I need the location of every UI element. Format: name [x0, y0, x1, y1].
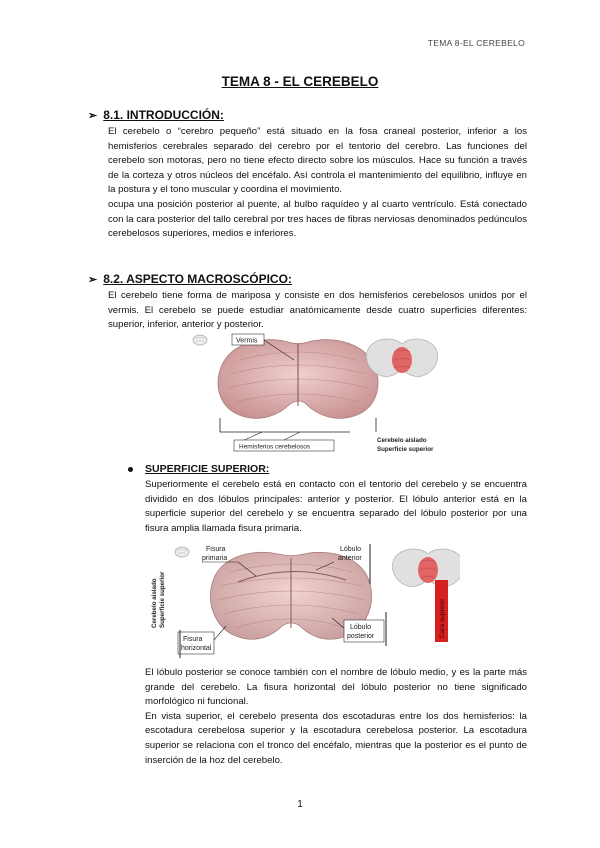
- paragraph: El cerebelo o “cerebro pequeño” está situado en la fosa craneal posterior, inferior a los hemisferios cerebrales separado del cerebro por el tentorio del cerebro. Las funciones del cerebelo son motoras, pero no tiene efecto directo sobre los músculos. Hace su función a través de la corteza y otros núcleos del encéfalo. Así controla el mantenimiento del equilibrio, influye en la postura y el tono muscular y coordina el movimiento.: [108, 126, 527, 196]
- bullet-dot-icon: [128, 467, 133, 472]
- arrow-bullet-icon: ➢: [88, 109, 98, 122]
- document-title: TEMA 8 - EL CEREBELO: [221, 74, 379, 89]
- closing-text: [145, 666, 527, 768]
- label-hemisferios: Hemisferios cerebelosos: [239, 443, 311, 451]
- section-heading-label: 8.1. INTRODUCCIÓN:: [103, 108, 224, 122]
- label-fisura-primaria-1: Fisura: [206, 546, 226, 553]
- paragraph: En vista superior, el cerebelo presenta dos escotaduras entre los dos hemisferios: la escotadura cerebelosa superior y la escotadura cerebelosa posterior. La escotadura superior se relaciona con el tronco del encéfalo, mientras que la posterior es el punto de inserción de la hoz del cerebelo.: [145, 710, 527, 766]
- label-fisura-primaria-2: primaria: [202, 555, 228, 562]
- label-fisura-horizontal-2: horizontal: [181, 645, 212, 652]
- introduccion-text: [108, 125, 527, 242]
- paragraph: El cerebelo tiene forma de mariposa y consiste en dos hemisferios cerebelosos unidos por el vermis. El cerebelo se puede estudiar anatómicamente desde cuatro superficies diferentes: superior, inferior, anterior y posterior.: [108, 290, 527, 331]
- caption-superficie-superior: Superficie superior: [377, 446, 434, 453]
- arrow-bullet-icon: ➢: [88, 273, 98, 286]
- label-lobulo-posterior-1: Lóbulo: [350, 624, 372, 631]
- brain-thumbnail-icon: [193, 335, 207, 345]
- thumbnail-top-view: [392, 549, 460, 587]
- label-fisura-horizontal-1: Fisura: [183, 636, 203, 643]
- paragraph: Superiormente el cerebelo está en contacto con el tentorio del cerebelo y se encuentra dividido en dos lóbulos principales: anterior y posterior. El lóbulo anterior está en la superficie superior del cerebelo y se encuentra separado del lóbulo posterior por una fisura amplia llamada fisura primaria.: [145, 479, 527, 534]
- label-vermis: Vermis: [236, 337, 258, 345]
- side-caption-superficie-superior: Superficie superior: [159, 571, 166, 628]
- section-heading-aspecto: [88, 272, 292, 286]
- section-heading-introduccion: [88, 108, 224, 122]
- figure-lobulos-cerebelo: [150, 540, 460, 662]
- label-lobulo-anterior-1: Lóbulo: [340, 546, 362, 553]
- running-header: TEMA 8-EL CEREBELO: [427, 38, 525, 48]
- tag-cara-superior-text: Cara superior: [439, 598, 446, 638]
- paragraph: El lóbulo posterior se conoce también con el nombre de lóbulo medio, y es la parte más grande del cerebelo. La fisura horizontal del lóbulo posterior no tiene significado morfológico ni funcional.: [145, 667, 527, 708]
- label-lobulo-posterior-2: posterior: [347, 633, 375, 640]
- subsection-heading-label: SUPERFICIE SUPERIOR:: [145, 463, 270, 475]
- figure-cerebelo-superficie-superior: [190, 330, 450, 460]
- section-heading-label: 8.2. ASPECTO MACROSCÓPICO:: [103, 272, 292, 286]
- brain-thumbnail-icon: [175, 547, 189, 557]
- paragraph: ocupa una posición posterior al puente, al bulbo raquídeo y al cuarto ventrículo. Está conectado con la cara posterior del tallo cerebral por tres haces de fibras nerviosas denominados pedúnculos cerebelosos superiores, medios e inferiores.: [108, 198, 527, 240]
- aspecto-text: [108, 289, 527, 333]
- caption-cerebelo-aislado: Cerebelo aislado: [377, 437, 427, 444]
- label-lobulo-anterior-2: anterior: [338, 555, 362, 562]
- subsection-heading-superficie-superior: [128, 463, 269, 475]
- side-caption-cerebelo-aislado: Cerebelo aislado: [151, 578, 158, 628]
- page-number: 1: [297, 799, 303, 810]
- cerebellum-illustration: [218, 337, 378, 419]
- thumbnail-top-view: [366, 339, 437, 377]
- superficie-superior-text: [145, 478, 527, 536]
